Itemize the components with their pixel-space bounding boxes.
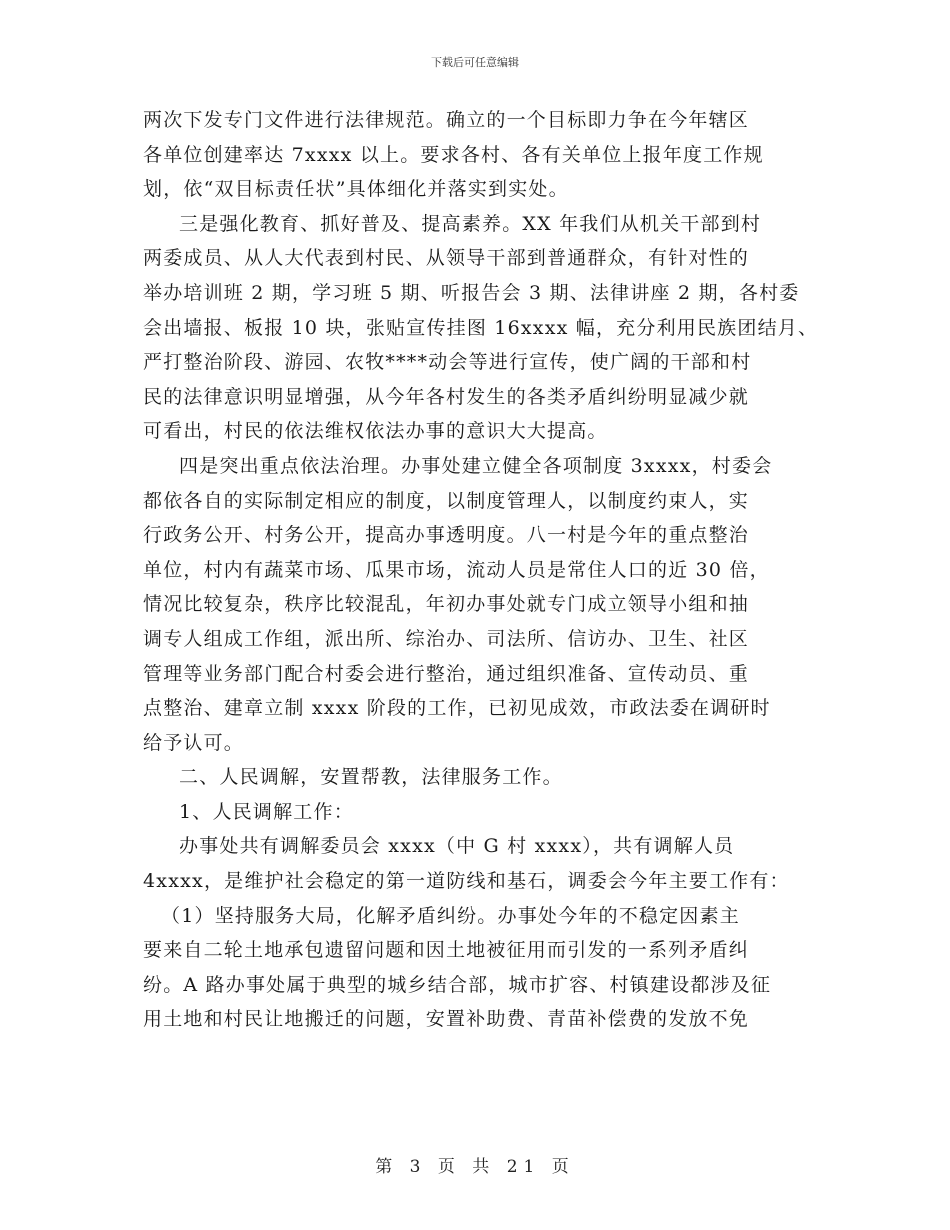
- paragraph-line: 办事处共有调解委员会 xxxx（中 G 村 xxxx），共有调解人员: [179, 835, 735, 858]
- paragraph-line: （1）坚持服务大局，化解矛盾纠纷。办事处今年的不稳定因素主: [161, 904, 740, 927]
- paragraph-line: 三是强化教育、抓好普及、提高素养。XX 年我们从机关干部到村: [179, 212, 762, 235]
- paragraph-line: 各单位创建率达 7xxxx 以上。要求各村、各有关单位上报年度工作规: [143, 143, 764, 166]
- page-header: 下载后可任意编辑: [431, 56, 519, 69]
- document-body: [143, 103, 823, 1037]
- paragraph-line: 两次下发专门文件进行法律规范。确立的一个目标即力争在今年辖区: [143, 109, 750, 131]
- paragraph-line: 行政务公开、村务公开，提高办事透明度。八一村是今年的重点整治: [143, 524, 750, 547]
- paragraph-line: 会出墙报、板报 10 块，张贴宣传挂图 16xxxx 幅，充分利用民族团结月、: [143, 316, 819, 339]
- paragraph-line: 调专人组成工作组，派出所、综治办、司法所、信访办、卫生、社区: [143, 627, 750, 650]
- subsection-heading: 1、人民调解工作：: [179, 800, 354, 823]
- paragraph-line: 用土地和村民让地搬迁的问题，安置补助费、青苗补偿费的发放不免: [143, 1008, 750, 1031]
- section-heading: 二、人民调解，安置帮教，法律服务工作。: [179, 766, 563, 789]
- paragraph-line: 都依各自的实际制定相应的制度，以制度管理人，以制度约束人，实: [143, 489, 750, 512]
- paragraph-line: 划，依“双目标责任状”具体细化并落实到实处。: [143, 178, 569, 201]
- paragraph-line: 四是突出重点依法治理。办事处建立健全各项制度 3xxxx，村委会: [179, 454, 773, 477]
- page-number-footer: 第 3 页 共 21 页: [375, 1157, 575, 1177]
- paragraph-line: 纷。A 路办事处属于典型的城乡结合部，城市扩容、村镇建设都涉及征: [143, 973, 772, 996]
- paragraph-line: 点整治、建章立制 xxxx 阶段的工作，已初见成效，市政法委在调研时: [143, 697, 771, 720]
- paragraph-line: 单位，村内有蔬菜市场、瓜果市场，流动人员是常住人口的近 30 倍，: [143, 558, 770, 581]
- paragraph-line: 两委成员、从人大代表到村民、从领导干部到普通群众，有针对性的: [143, 247, 750, 270]
- paragraph-line: 举办培训班 2 期，学习班 5 期、听报告会 3 期、法律讲座 2 期，各村委: [143, 281, 800, 304]
- paragraph-line: 情况比较复杂，秩序比较混乱，年初办事处就专门成立领导小组和抽: [143, 593, 750, 616]
- paragraph-line: 可看出，村民的依法维权依法办事的意识大大提高。: [143, 420, 608, 443]
- paragraph-line: 管理等业务部门配合村委会进行整治，通过组织准备、宣传动员、重: [143, 662, 750, 685]
- paragraph-line: 给予认可。: [143, 731, 245, 754]
- paragraph-line: 4xxxx，是维护社会稳定的第一道防线和基石，调委会今年主要工作有：: [143, 870, 790, 893]
- paragraph-line: 严打整治阶段、游园、农牧****动会等进行宣传，使广阔的干部和村: [143, 351, 752, 374]
- paragraph-line: 要来自二轮土地承包遗留问题和因土地被征用而引发的一系列矛盾纠: [143, 939, 750, 962]
- paragraph-line: 民的法律意识明显增强，从今年各村发生的各类矛盾纠纷明显减少就: [143, 385, 750, 408]
